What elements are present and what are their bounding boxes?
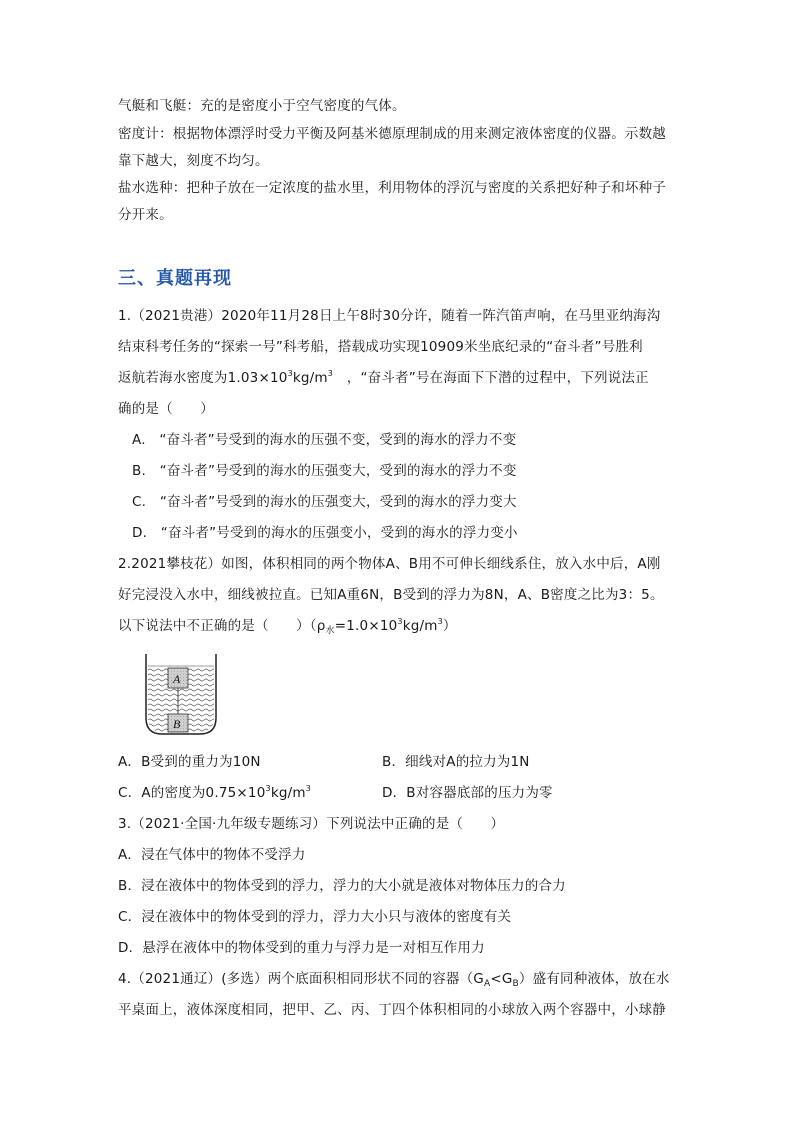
q2-option-c-unit-exponent: 3: [305, 784, 311, 793]
q2-unit: kg/m: [402, 618, 438, 634]
q1-line4: 确的是（ ）: [118, 401, 214, 417]
q4-line1: [118, 969, 670, 989]
q1-exponent: 3: [287, 369, 293, 378]
q1-option-c: C. “奋斗者”号受到的海水的压强变大，受到的海水的浮力变大: [132, 494, 517, 510]
q3-option-d: D．悬浮在液体中的物体受到的重力与浮力是一对相互作用力: [118, 940, 485, 956]
q3-option-b: B．浸在液体中的物体受到的浮力，浮力的大小就是液体对物体压力的合力: [118, 878, 566, 894]
q4-line1-text: 4.（2021通辽）(多选）两个底面积相同形状不同的容器（G: [118, 971, 484, 987]
q2-option-c-unit: kg/m: [270, 785, 306, 801]
q3-option-a: A．浸在气体中的物体不受浮力: [118, 847, 306, 863]
q4-line1-rest: ）盛有同种液体，放在水: [518, 971, 670, 987]
intro-balloon: 气艇和飞艇：充的是密度小于空气密度的气体。: [118, 98, 406, 114]
q1-line2: 结束科考任务的“探索一号”科考船，搭载成功实现10909米坐底纪录的“奋斗者”号胜利: [118, 339, 643, 355]
q2-option-c: [118, 783, 311, 803]
q3-line1: 3.（2021·全国·九年级专题练习）下列说法中正确的是（ ）: [118, 816, 505, 832]
q4-subscript-b: B: [512, 979, 519, 989]
label-b: B: [173, 717, 181, 731]
q2-option-a: A．B受到的重力为10N: [118, 754, 261, 770]
label-a: A: [173, 672, 181, 686]
q1-option-d: D. “奋斗者”号受到的海水的压强变小，受到的海水的浮力变小: [132, 525, 518, 541]
section-title: 三、真题再现: [118, 268, 232, 289]
q4-subscript-a: A: [483, 979, 491, 989]
q1-line3-text: 返航若海水密度为1.03×10: [118, 370, 288, 386]
q4-line2: 平桌面上，液体深度相同，把甲、乙、丙、丁四个体积相同的小球放入两个容器中，小球静: [118, 1002, 666, 1018]
q2-line3-text: 以下说法中不正确的是（ ）（ρ: [118, 618, 326, 634]
intro-hydrometer-line1: 密度计：根据物体漂浮时受力平衡及阿基米德原理制成的用来测定液体密度的仪器。示数越: [118, 126, 666, 142]
q1-option-a: A. “奋斗者”号受到的海水的压强不变，受到的海水的浮力不变: [132, 432, 517, 448]
q1-line1: 1.（2021贵港）2020年11月28日上午8时30分许，随着一阵汽笛声响，在马里亚纳海沟: [118, 308, 661, 324]
q3-option-c: C．浸在液体中的物体受到的浮力，浮力大小只与液体的密度有关: [118, 909, 512, 925]
q2-option-b: B．细线对A的拉力为1N: [382, 754, 530, 770]
q1-line3: [118, 368, 649, 388]
q2-option-c-text: C．A的密度为0.75×10: [118, 785, 266, 801]
q2-line2: 好完浸没入水中，细线被拉直。已知A重6N，B受到的浮力为8N，A、B密度之比为3：5。: [118, 587, 664, 603]
q2-option-d: D．B对容器底部的压力为零: [382, 785, 553, 801]
intro-salt-line1: 盐水选种：把种子放在一定浓度的盐水里，利用物体的浮沉与密度的关系把好种子和坏种子: [118, 180, 666, 196]
q2-close-paren: ）: [442, 618, 457, 634]
q2-line1: 2.2021攀枝花）如图，体积相同的两个物体A、B用不可伸长细线系住，放入水中后，A刚: [118, 556, 661, 572]
q4-comparison: <G: [490, 971, 513, 987]
q2-water-subscript: 水: [325, 626, 335, 636]
container-diagram: [140, 652, 222, 738]
q2-line3: [118, 616, 457, 636]
q2-density-value: =1.0×10: [334, 618, 398, 634]
q2-option-c-exponent: 3: [265, 784, 271, 793]
q2-unit-exponent: 3: [437, 617, 443, 626]
intro-hydrometer-line2: 靠下越大，刻度不均匀。: [118, 153, 269, 169]
q2-exponent: 3: [397, 617, 403, 626]
q1-option-b: B. “奋斗者”号受到的海水的压强变大，受到的海水的浮力不变: [132, 463, 517, 479]
q1-unit-exponent: 3: [327, 369, 334, 378]
intro-salt-line2: 分开来。: [118, 207, 173, 223]
q1-line3-rest: ，“奋斗者”号在海面下下潜的过程中，下列说法正: [333, 370, 649, 386]
q1-unit: kg/m: [292, 370, 328, 386]
